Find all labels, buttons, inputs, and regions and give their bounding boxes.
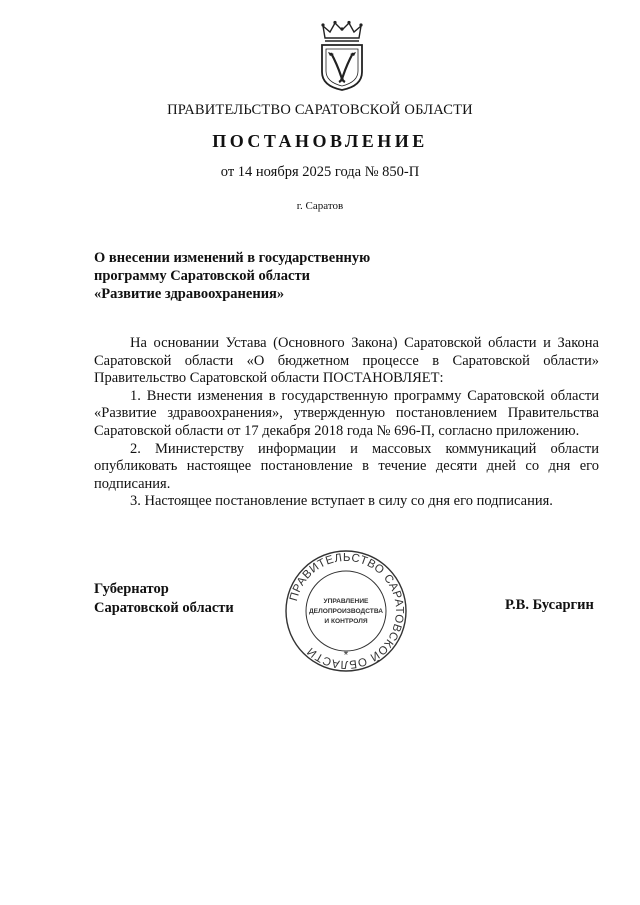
stamp-line: ДЕЛОПРОИЗВОДСТВА: [308, 608, 384, 615]
signatory-name: Р.В. Бусаргин: [505, 597, 594, 613]
stamp-star: *: [343, 648, 349, 662]
subject-line: программу Саратовской области: [94, 268, 310, 284]
stamp-line: УПРАВЛЕНИЕ: [323, 598, 369, 605]
document-type: ПОСТАНОВЛЕНИЕ: [212, 131, 428, 151]
coat-of-arms-icon: [317, 20, 367, 92]
signatory-title: [94, 580, 234, 618]
document-city: г. Саратов: [296, 200, 344, 212]
government-name: ПРАВИТЕЛЬСТВО САРАТОВСКОЙ ОБЛАСТИ: [167, 102, 473, 118]
signatory-title-line: Губернатор: [94, 581, 169, 597]
item-paragraph-2: 2. Министерству информации и массовых коммуникаций области опубликовать настоящее постановление в течение десяти дней со дня его подписания.: [94, 440, 599, 492]
stamp-ring-text: ПРАВИТЕЛЬСТВО САРАТОВСКОЙ ОБЛАСТИ: [288, 551, 406, 671]
subject-line: «Развитие здравоохранения»: [94, 286, 285, 302]
official-stamp: [283, 548, 409, 674]
signatory-title-line: Саратовской области: [94, 600, 234, 616]
document-body: [94, 335, 599, 511]
item-paragraph-1: 1. Внести изменения в государственную программу Саратовской области «Развитие здравоохранения», утвержденную постановлением Правительства Саратовской области от 17 декабря 2018 года № 696-П, согласно приложению.: [94, 387, 599, 439]
stamp-line: И КОНТРОЛЯ: [324, 618, 368, 625]
document-date-number: от 14 ноября 2025 года № 850-П: [220, 164, 420, 180]
document-subject: [94, 249, 370, 303]
subject-line: О внесении изменений в государственную: [94, 250, 371, 266]
item-paragraph-3: 3. Настоящее постановление вступает в силу со дня его подписания.: [130, 493, 553, 510]
preamble-paragraph: На основании Устава (Основного Закона) Саратовской области и Закона Саратовской области «О бюджетном процессе в Саратовской области» Правительство Саратовской области ПОСТАНОВЛЯЕТ:: [94, 335, 599, 387]
